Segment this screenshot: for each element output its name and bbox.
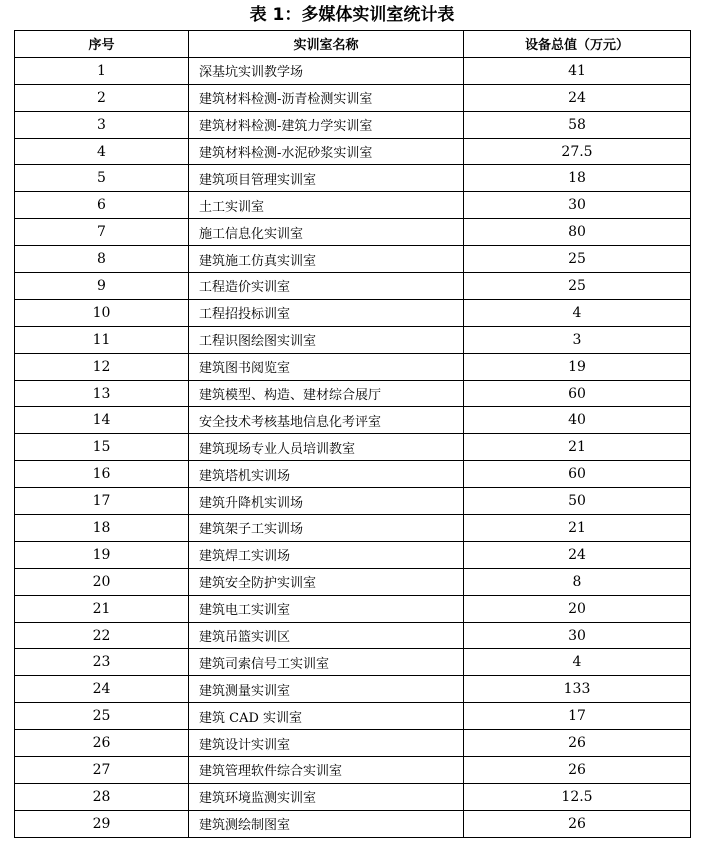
table-row <box>15 434 691 461</box>
serial-number-cell: 11 <box>15 326 189 353</box>
lab-name-cell: 工程招投标训室 <box>189 299 464 326</box>
lab-statistics-table <box>14 30 691 838</box>
lab-name-cell: 建筑 CAD 实训室 <box>189 703 464 730</box>
table-row <box>15 783 691 810</box>
lab-name-cell: 建筑安全防护实训室 <box>189 568 464 595</box>
equipment-value-cell: 41 <box>464 57 691 84</box>
equipment-value-cell: 12.5 <box>464 783 691 810</box>
table-row <box>15 299 691 326</box>
equipment-value-cell: 4 <box>464 649 691 676</box>
serial-number-cell: 7 <box>15 219 189 246</box>
lab-name-cell: 工程造价实训室 <box>189 273 464 300</box>
serial-number-cell: 28 <box>15 783 189 810</box>
equipment-value-cell: 21 <box>464 515 691 542</box>
table-row <box>15 84 691 111</box>
lab-name-cell: 建筑环境监测实训室 <box>189 783 464 810</box>
lab-name-cell: 建筑项目管理实训室 <box>189 165 464 192</box>
serial-number-cell: 3 <box>15 111 189 138</box>
serial-number-cell: 27 <box>15 757 189 784</box>
serial-number-cell: 6 <box>15 192 189 219</box>
table-row <box>15 730 691 757</box>
serial-number-cell: 24 <box>15 676 189 703</box>
lab-name-cell: 建筑材料检测-建筑力学实训室 <box>189 111 464 138</box>
equipment-value-cell: 58 <box>464 111 691 138</box>
lab-name-cell: 建筑司索信号工实训室 <box>189 649 464 676</box>
table-row <box>15 219 691 246</box>
table-header-row <box>15 31 691 58</box>
serial-number-cell: 8 <box>15 246 189 273</box>
table-row <box>15 407 691 434</box>
table-row <box>15 622 691 649</box>
table-row <box>15 461 691 488</box>
lab-name-cell: 深基坑实训教学场 <box>189 57 464 84</box>
serial-number-cell: 20 <box>15 568 189 595</box>
table-row <box>15 273 691 300</box>
lab-name-cell: 建筑材料检测-沥青检测实训室 <box>189 84 464 111</box>
lab-name-cell: 安全技术考核基地信息化考评室 <box>189 407 464 434</box>
equipment-value-cell: 21 <box>464 434 691 461</box>
serial-number-cell: 13 <box>15 380 189 407</box>
lab-name-cell: 建筑塔机实训场 <box>189 461 464 488</box>
table-row <box>15 515 691 542</box>
lab-name-cell: 建筑施工仿真实训室 <box>189 246 464 273</box>
serial-number-cell: 25 <box>15 703 189 730</box>
serial-number-cell: 14 <box>15 407 189 434</box>
equipment-value-cell: 30 <box>464 192 691 219</box>
serial-number-cell: 17 <box>15 488 189 515</box>
table-row <box>15 165 691 192</box>
lab-name-cell: 建筑架子工实训场 <box>189 515 464 542</box>
table-row <box>15 138 691 165</box>
table-row <box>15 649 691 676</box>
equipment-value-cell: 26 <box>464 730 691 757</box>
equipment-value-cell: 27.5 <box>464 138 691 165</box>
equipment-value-cell: 26 <box>464 757 691 784</box>
header-serial-number: 序号 <box>15 31 189 58</box>
lab-name-cell: 建筑模型、构造、建材综合展厅 <box>189 380 464 407</box>
lab-name-cell: 建筑升降机实训场 <box>189 488 464 515</box>
serial-number-cell: 12 <box>15 353 189 380</box>
table-row <box>15 810 691 837</box>
equipment-value-cell: 8 <box>464 568 691 595</box>
table-title: 表 1：多媒体实训室统计表 <box>249 5 455 25</box>
equipment-value-cell: 24 <box>464 541 691 568</box>
equipment-value-cell: 3 <box>464 326 691 353</box>
serial-number-cell: 1 <box>15 57 189 84</box>
lab-name-cell: 建筑电工实训室 <box>189 595 464 622</box>
equipment-value-cell: 26 <box>464 810 691 837</box>
equipment-value-cell: 24 <box>464 84 691 111</box>
table-row <box>15 326 691 353</box>
table-row <box>15 676 691 703</box>
table-row <box>15 192 691 219</box>
serial-number-cell: 26 <box>15 730 189 757</box>
equipment-value-cell: 25 <box>464 246 691 273</box>
serial-number-cell: 5 <box>15 165 189 192</box>
table-row <box>15 757 691 784</box>
equipment-value-cell: 18 <box>464 165 691 192</box>
equipment-value-cell: 30 <box>464 622 691 649</box>
lab-name-cell: 建筑测绘制图室 <box>189 810 464 837</box>
table-row <box>15 111 691 138</box>
table-row <box>15 568 691 595</box>
table-row <box>15 703 691 730</box>
table-row <box>15 541 691 568</box>
equipment-value-cell: 4 <box>464 299 691 326</box>
equipment-value-cell: 17 <box>464 703 691 730</box>
lab-name-cell: 建筑图书阅览室 <box>189 353 464 380</box>
serial-number-cell: 4 <box>15 138 189 165</box>
equipment-value-cell: 50 <box>464 488 691 515</box>
equipment-value-cell: 60 <box>464 380 691 407</box>
lab-name-cell: 建筑现场专业人员培训教室 <box>189 434 464 461</box>
header-equipment-value: 设备总值（万元） <box>464 31 691 58</box>
serial-number-cell: 16 <box>15 461 189 488</box>
table-row <box>15 57 691 84</box>
serial-number-cell: 19 <box>15 541 189 568</box>
lab-name-cell: 建筑设计实训室 <box>189 730 464 757</box>
lab-name-cell: 建筑材料检测-水泥砂浆实训室 <box>189 138 464 165</box>
table-row <box>15 353 691 380</box>
table-row <box>15 380 691 407</box>
lab-name-cell: 建筑测量实训室 <box>189 676 464 703</box>
serial-number-cell: 29 <box>15 810 189 837</box>
table-row <box>15 246 691 273</box>
serial-number-cell: 2 <box>15 84 189 111</box>
equipment-value-cell: 25 <box>464 273 691 300</box>
lab-name-cell: 土工实训室 <box>189 192 464 219</box>
serial-number-cell: 23 <box>15 649 189 676</box>
table-row <box>15 595 691 622</box>
table-row <box>15 488 691 515</box>
lab-name-cell: 施工信息化实训室 <box>189 219 464 246</box>
equipment-value-cell: 60 <box>464 461 691 488</box>
lab-name-cell: 建筑吊篮实训区 <box>189 622 464 649</box>
serial-number-cell: 18 <box>15 515 189 542</box>
equipment-value-cell: 19 <box>464 353 691 380</box>
header-lab-name: 实训室名称 <box>189 31 464 58</box>
serial-number-cell: 21 <box>15 595 189 622</box>
lab-name-cell: 工程识图绘图实训室 <box>189 326 464 353</box>
equipment-value-cell: 40 <box>464 407 691 434</box>
lab-name-cell: 建筑管理软件综合实训室 <box>189 757 464 784</box>
lab-name-cell: 建筑焊工实训场 <box>189 541 464 568</box>
equipment-value-cell: 133 <box>464 676 691 703</box>
equipment-value-cell: 80 <box>464 219 691 246</box>
serial-number-cell: 15 <box>15 434 189 461</box>
equipment-value-cell: 20 <box>464 595 691 622</box>
serial-number-cell: 10 <box>15 299 189 326</box>
serial-number-cell: 9 <box>15 273 189 300</box>
serial-number-cell: 22 <box>15 622 189 649</box>
